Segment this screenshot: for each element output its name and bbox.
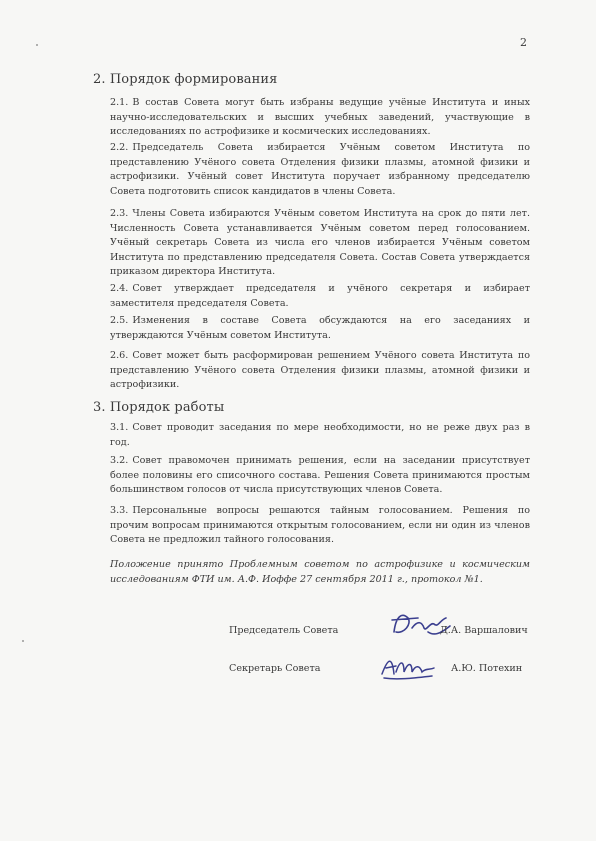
- item-number: 2.4.: [110, 283, 129, 294]
- item-text: Совет правомочен принимать решения, если на заседании присутствует более половины его списочного состава. Решения Совета принимаются простым большинством голосов от числа присутствующих членов Совета.: [110, 455, 530, 496]
- item-number: 3.2.: [110, 455, 129, 466]
- section-heading-work: 3. Порядок работы: [93, 400, 225, 415]
- item-text: Председатель Совета избирается Учёным советом Института по представлению Учёного совета Отделения физики плазмы, атомной физики и астрофизики. Учёный совет Института поручает избранному председателю Совета подготовить список кандидатов в члены Совета.: [110, 142, 530, 197]
- chair-signature: [388, 606, 454, 642]
- list-item: [110, 504, 530, 548]
- item-number: 2.1.: [110, 97, 129, 108]
- secretary-name: А.Ю. Потехин: [451, 663, 523, 674]
- secretary-signature: [378, 650, 436, 684]
- list-item: [110, 96, 530, 140]
- list-item: [110, 141, 530, 199]
- scan-speck: [22, 640, 24, 642]
- item-text: Персональные вопросы решаются тайным голосованием. Решения по прочим вопросам принимаются открытым голосованием, если ни один из членов Совета не предложил тайного голосования.: [110, 505, 530, 546]
- item-text: Совет утверждает председателя и учёного секретаря и избирает заместителя председателя Совета.: [110, 283, 530, 309]
- scan-speck: [36, 44, 38, 46]
- item-number: 3.3.: [110, 505, 129, 516]
- item-number: 2.6.: [110, 350, 129, 361]
- list-item: [110, 207, 530, 280]
- section-heading-formation: 2. Порядок формирования: [93, 72, 278, 87]
- item-text: Члены Совета избираются Учёным советом Института на срок до пяти лет. Численность Совета устанавливается Учёным советом перед голосованием. Учёный секретарь Совета из числа его членов избирается Учёным советом Института по представлению председателя Совета. Состав Совета утверждается приказом директора Института.: [110, 208, 530, 278]
- item-text: Изменения в составе Совета обсуждаются на его заседаниях и утверждаются Учёным советом Института.: [110, 315, 530, 341]
- chair-name: Д.А. Варшалович: [440, 625, 528, 636]
- item-text: В состав Совета могут быть избраны ведущие учёные Института и иных научно-исследовательских и высших учебных заведений, участвующие в исследованиях по астрофизике и космических исследованиях.: [110, 97, 530, 138]
- item-number: 2.2.: [110, 142, 129, 153]
- list-item: [110, 349, 530, 393]
- chair-role-label: Председатель Совета: [229, 625, 339, 636]
- list-item: [110, 314, 530, 343]
- page-number: 2: [520, 36, 527, 49]
- secretary-role-label: Секретарь Совета: [229, 663, 321, 674]
- list-item: [110, 282, 530, 311]
- item-text: Совет проводит заседания по мере необходимости, но не реже двух раз в год.: [110, 422, 530, 448]
- item-number: 3.1.: [110, 422, 129, 433]
- item-number: 2.3.: [110, 208, 129, 219]
- item-text: Совет может быть расформирован решением Учёного совета Института по представлению Учёного совета Отделения физики плазмы, атомной физики и астрофизики.: [110, 350, 530, 391]
- item-number: 2.5.: [110, 315, 129, 326]
- adoption-note: Положение принято Проблемным советом по астрофизике и космическим исследованиям ФТИ им. А.Ф. Иоффе 27 сентября 2011 г., протокол №1.: [110, 559, 530, 585]
- list-item: [110, 454, 530, 498]
- list-item: [110, 421, 530, 450]
